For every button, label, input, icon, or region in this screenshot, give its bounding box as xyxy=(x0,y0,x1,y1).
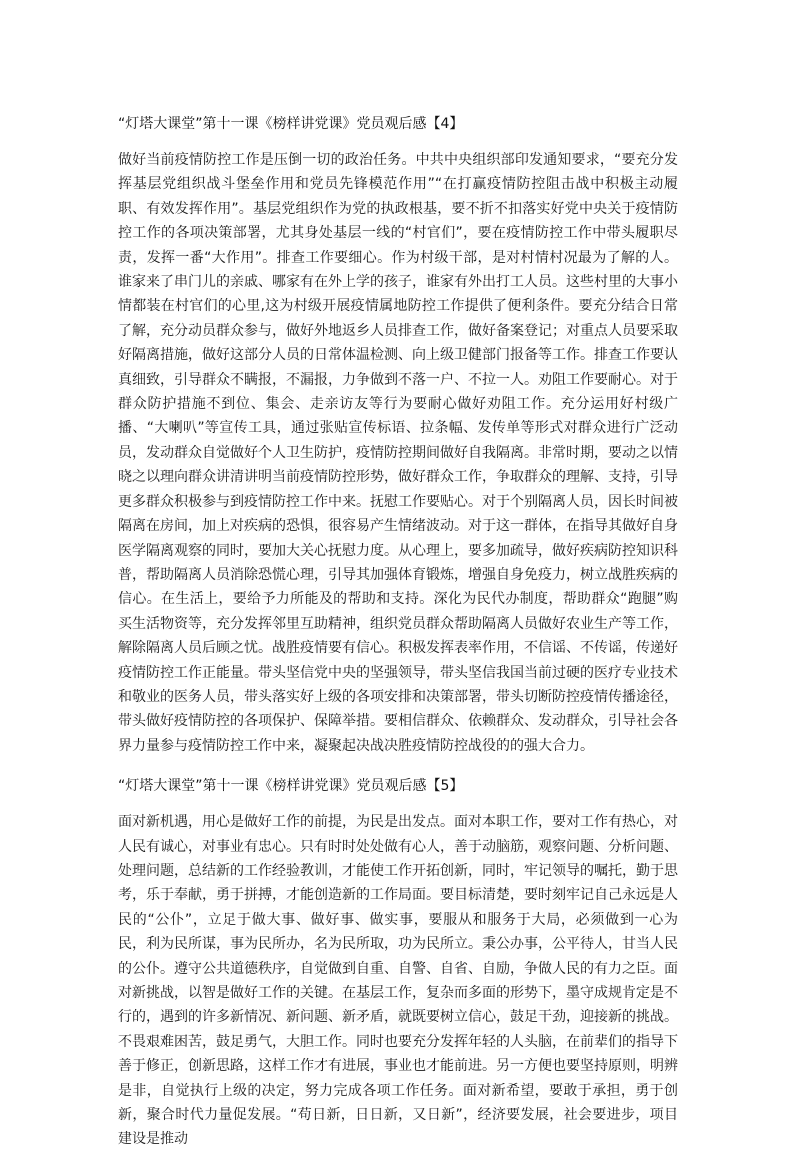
essay-heading-5: “灯塔大课堂”第十一课《榜样讲党课》党员观后感【5】 xyxy=(118,778,464,795)
essay-body-4: 做好当前疫情防控工作是压倒一切的政治任务。中共中央组织部印发通知要求，“要充分发挥基层党组织战斗堡垒作用和党员先锋模范作用”“在打赢疫情防控阻击战中积极主动履职、有效发挥作用”。基层党组织作为党的执政根基，要不折不扣落实好党中央关于疫情防控工作的各项决策部署，尤其身处基层一线的“村官们”，要在疫情防控工作中带头履职尽责，发挥一番“大作用”。排查工作要细心。作为村级干部，是对村情村况最为了解的人。谁家来了串门儿的亲戚、哪家有在外上学的孩子，谁家有外出打工人员。这些村里的大事小情都装在村官们的心里,这为村级开展疫情属地防控工作提供了便利条件。要充分结合日常了解，充分动员群众参与，做好外地返乡人员排查工作，做好备案登记；对重点人员要采取好隔离措施，做好这部分人员的日常体温检测、向上级卫健部门报备等工作。排查工作要认真细致，引导群众不瞒报，不漏报，力争做到不落一户、不拉一人。劝阻工作要耐心。对于群众防护措施不到位、集会、走亲访友等行为要耐心做好劝阻工作。充分运用好村级广播、“大喇叭”等宣传工具，通过张贴宣传标语、拉条幅、发传单等形式对群众进行广泛动员，发动群众自觉做好个人卫生防护，疫情防控期间做好自我隔离。非常时期，要动之以情晓之以理向群众讲清讲明当前疫情防控形势，做好群众工作，争取群众的理解、支持，引导更多群众积极参与到疫情防控工作中来。抚慰工作要贴心。对于个别隔离人员，因长时间被隔离在房间，加上对疾病的恐惧，很容易产生情绪波动。对于这一群体，在指导其做好自身医学隔离观察的同时，要加大关心抚慰力度。从心理上，要多加疏导，做好疾病防控知识科普，帮助隔离人员消除恐慌心理，引导其加强体育锻炼，增强自身免疫力，树立战胜疾病的信心。在生活上，要给予力所能及的帮助和支持。深化为民代办制度，帮助群众“跑腿”购买生活物资等，充分发挥邻里互助精神，组织党员群众帮助隔离人员做好农业生产等工作，解除隔离人员后顾之忧。战胜疫情要有信心。积极发挥表率作用，不信谣、不传谣，传递好疫情防控工作正能量。带头坚信党中央的坚强领导，带头坚信我国当前过硬的医疗专业技术和敬业的医务人员，带头落实好上级的各项安排和决策部署，带头切断防控疫情传播途径，带头做好疫情防控的各项保护、保障举措。要相信群众、依赖群众、发动群众，引导社会各界力量参与疫情防控工作中来，凝聚起决战决胜疫情防控战役的的强大合力。 xyxy=(118,152,678,754)
essay-section-4 xyxy=(118,112,678,758)
essay-section-5 xyxy=(118,774,678,1152)
document-page xyxy=(118,112,678,1152)
essay-body-5: 面对新机遇，用心是做好工作的前提，为民是出发点。面对本职工作，要对工作有热心，对人民有诚心，对事业有忠心。只有时时处处做有心人，善于动脑筋，观察问题、分析问题、处理问题，总结新的工作经验教训，才能使工作开拓创新，同时，牢记领导的嘱托，勤于思考，乐于奉献，勇于拼搏，才能创造新的工作局面。要目标清楚，要时刻牢记自己永远是人民的“公仆”，立足于做大事、做好事、做实事，要服从和服务于大局，必须做到一心为民，利为民所谋，事为民所办，名为民所取，功为民所立。秉公办事，公平待人，甘当人民的公仆。遵守公共道德秩序，自觉做到自重、自警、自省、自励，争做人民的有力之臣。面对新挑战，以智是做好工作的关键。在基层工作，复杂而多面的形势下，墨守成规肯定是不行的，遇到的许多新情况、新问题、新矛盾，就既要树立信心，鼓足干劲，迎接新的挑战。不畏艰难困苦，鼓足勇气，大胆工作。同时也要充分发挥年轻的人头脑，在前辈们的指导下善于修正，创新思路，这样工作才有进展，事业也才能前进。另一方便也要坚持原则，明辨是非，自觉执行上级的决定，努力完成各项工作任务。面对新希望，要敢于承担，勇于创新，聚合时代力量促发展。“苟日新，日日新，又日新”，经济要发展，社会要进步，项目建设是推动 xyxy=(118,814,678,1148)
essay-heading-4: “灯塔大课堂”第十一课《榜样讲党课》党员观后感【4】 xyxy=(118,116,464,132)
